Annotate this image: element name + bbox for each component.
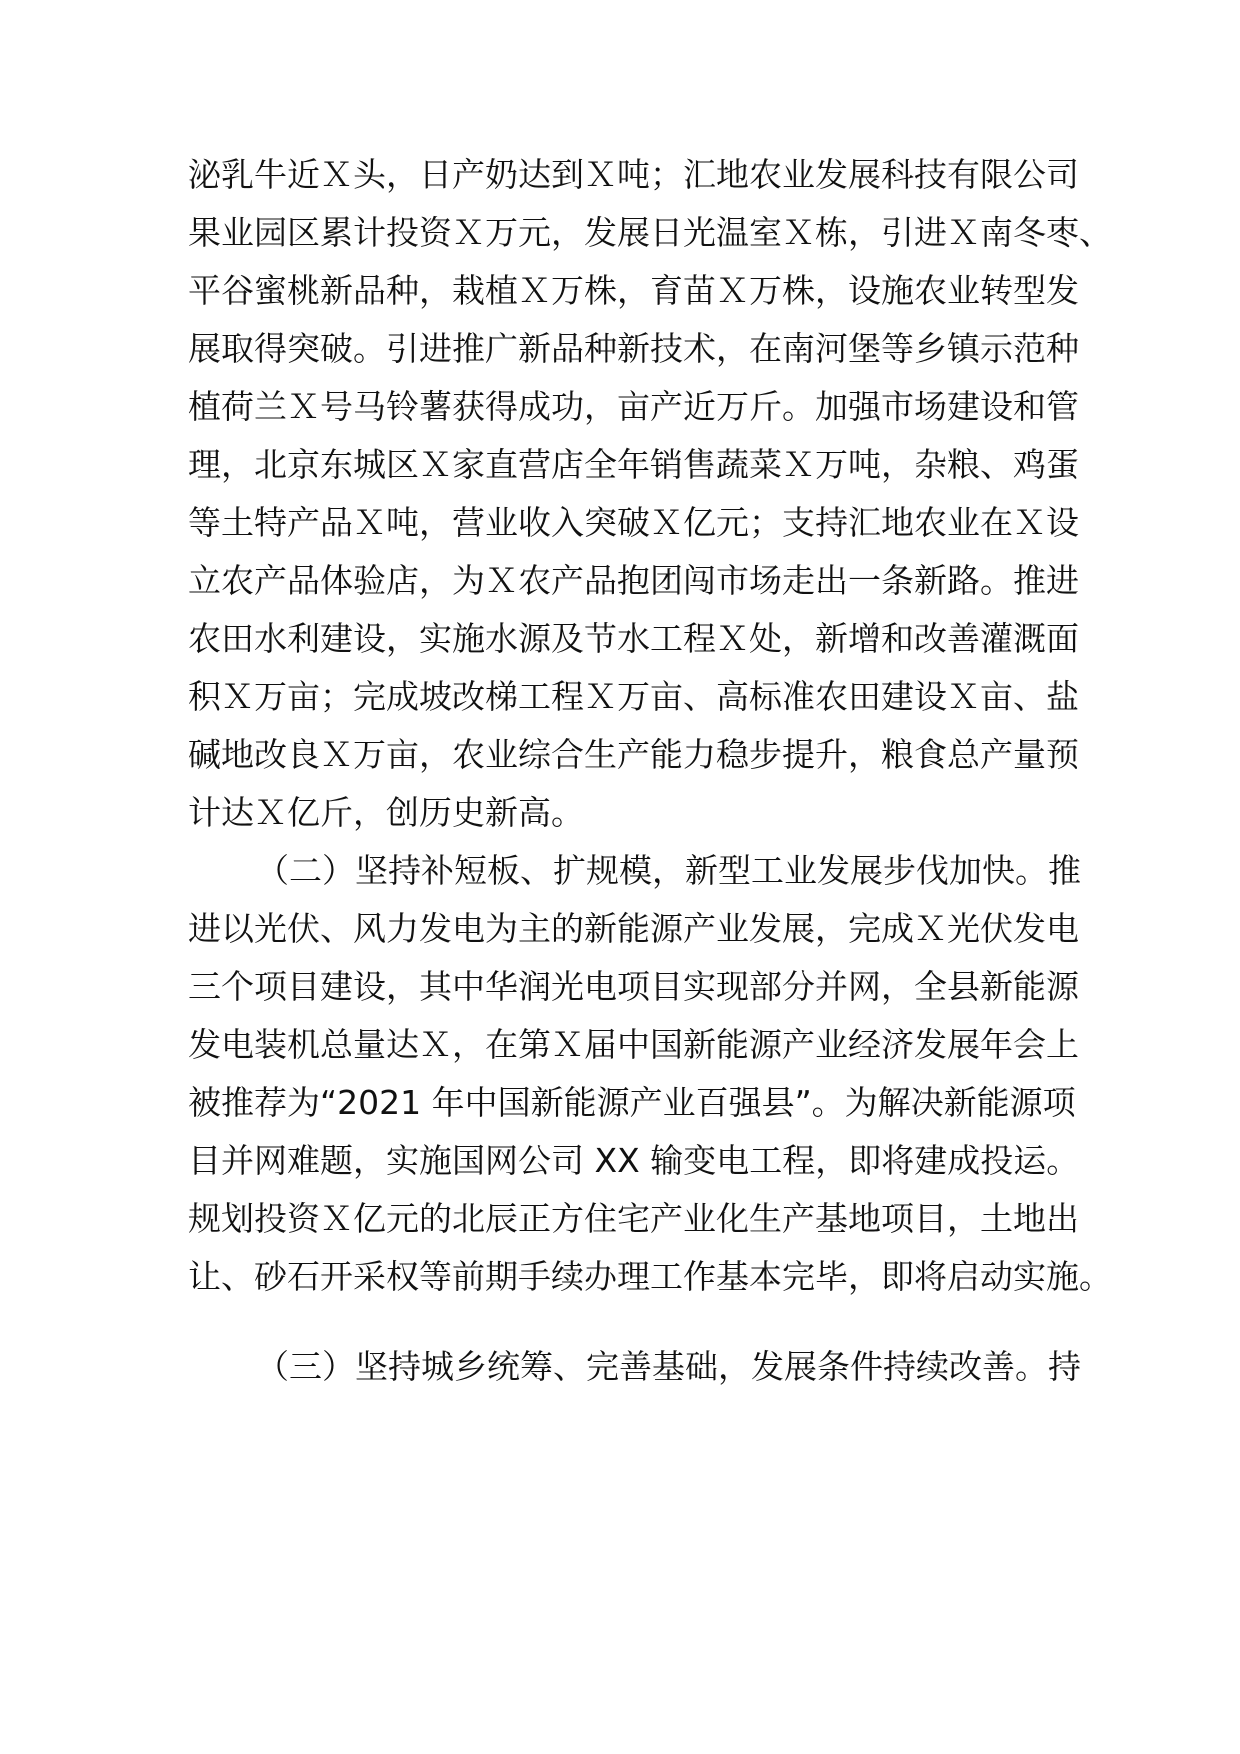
text-line: 三个项目建设，其中华润光电项目实现部分并网，全县新能源 bbox=[188, 967, 1079, 1006]
text-line: 展取得突破。引进推广新品种新技术，在南河堡等乡镇示范种 bbox=[188, 329, 1079, 368]
text-line: 植荷兰Ｘ号马铃薯获得成功，亩产近万斤。加强市场建设和管 bbox=[188, 387, 1079, 426]
text-line: 发电装机总量达Ｘ，在第Ｘ届中国新能源产业经济发展年会上 bbox=[188, 1025, 1079, 1064]
text-line: 积Ｘ万亩；完成坡改梯工程Ｘ万亩、高标准农田建设Ｘ亩、盐 bbox=[188, 677, 1079, 716]
text-line: 果业园区累计投资Ｘ万元，发展日光温室Ｘ栋，引进Ｘ南冬枣、 bbox=[188, 213, 1112, 252]
text-line: 碱地改良Ｘ万亩，农业综合生产能力稳步提升，粮食总产量预 bbox=[188, 735, 1079, 774]
text-line: 计达Ｘ亿斤，创历史新高。 bbox=[188, 793, 584, 832]
text-line: 进以光伏、风力发电为主的新能源产业发展，完成Ｘ光伏发电 bbox=[188, 909, 1079, 948]
section-heading-line: （三）坚持城乡统筹、完善基础，发展条件持续改善。持 bbox=[256, 1347, 1081, 1386]
text-line: 立农产品体验店，为Ｘ农产品抱团闯市场走出一条新路。推进 bbox=[188, 561, 1079, 600]
text-line: 平谷蜜桃新品种，栽植Ｘ万株，育苗Ｘ万株，设施农业转型发 bbox=[188, 271, 1079, 310]
text-line: 泌乳牛近Ｘ头，日产奶达到Ｘ吨；汇地农业发展科技有限公司 bbox=[188, 155, 1079, 194]
text-line: 让、砂石开采权等前期手续办理工作基本完毕，即将启动实施。 bbox=[188, 1257, 1112, 1296]
text-line: 被推荐为“2021 年中国新能源产业百强县”。为解决新能源项 bbox=[188, 1083, 1076, 1122]
text-line: 等土特产品Ｘ吨，营业收入突破Ｘ亿元；支持汇地农业在Ｘ设 bbox=[188, 503, 1079, 542]
text-line: 农田水利建设，实施水源及节水工程Ｘ处，新增和改善灌溉面 bbox=[188, 619, 1079, 658]
text-line: 理，北京东城区Ｘ家直营店全年销售蔬菜Ｘ万吨，杂粮、鸡蛋 bbox=[188, 445, 1079, 484]
text-line: 规划投资Ｘ亿元的北辰正方住宅产业化生产基地项目，土地出 bbox=[188, 1199, 1079, 1238]
section-heading-line: （二）坚持补短板、扩规模，新型工业发展步伐加快。推 bbox=[256, 851, 1081, 890]
text-line: 目并网难题，实施国网公司 XX 输变电工程，即将建成投运。 bbox=[188, 1141, 1080, 1180]
